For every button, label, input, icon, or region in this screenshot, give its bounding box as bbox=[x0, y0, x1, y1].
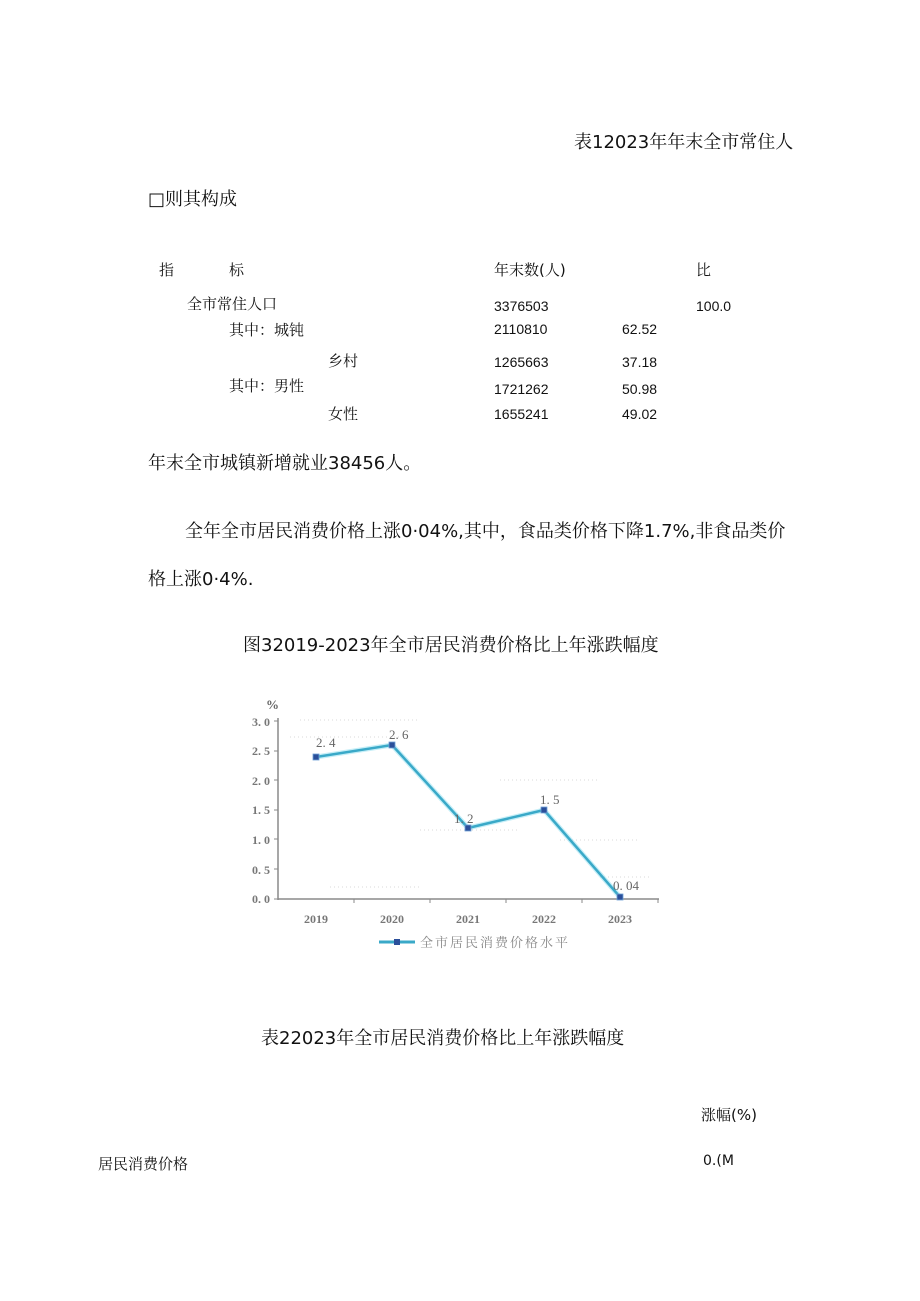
table1-title-line2: □则其构成 bbox=[148, 189, 238, 210]
row-label-total: 全市常住人口 bbox=[187, 295, 278, 313]
data-labels bbox=[316, 727, 640, 893]
row-value-total: 3376503 bbox=[494, 298, 549, 314]
x-tick-2023: 2023 bbox=[608, 912, 632, 926]
cpi-paragraph-line1: 全年全市居民消费价格上涨0·04%,其中，食品类价格下降1.7%,非食品类价 bbox=[185, 521, 786, 542]
legend-label: 全市居民消费价格水平 bbox=[420, 935, 571, 950]
row-ratio-female: 49.02 bbox=[622, 406, 658, 422]
data-label-2020: 2. 6 bbox=[389, 727, 409, 742]
data-label-2023: 0. 04 bbox=[613, 878, 639, 893]
legend-marker-swatch bbox=[394, 939, 400, 945]
x-tick-labels bbox=[304, 912, 632, 926]
row-label-rural: 乡村 bbox=[328, 352, 359, 370]
x-tick-2021: 2021 bbox=[456, 912, 480, 926]
header-year-end-count: 年末数(人) bbox=[494, 261, 566, 279]
marker-2019 bbox=[313, 754, 319, 760]
row-label-male: 其中：男性 bbox=[229, 377, 305, 395]
y-axis-unit: % bbox=[266, 697, 279, 712]
chart-background-dots bbox=[290, 720, 650, 887]
x-tick-2020: 2020 bbox=[380, 912, 404, 926]
row-ratio-rural: 37.18 bbox=[622, 354, 658, 370]
row-ratio-male: 50.98 bbox=[622, 381, 658, 397]
row-value-urban: 2110810 bbox=[494, 321, 548, 337]
data-label-2019: 2. 4 bbox=[316, 735, 336, 750]
row-value-male: 1721262 bbox=[494, 381, 549, 397]
marker-2022 bbox=[541, 807, 547, 813]
row-label-female: 女性 bbox=[328, 405, 359, 423]
y-tick-3: 3. 0 bbox=[252, 715, 270, 729]
y-tick-0: 0. 0 bbox=[252, 892, 270, 906]
table2-header-change: 涨幅(%) bbox=[701, 1106, 757, 1124]
row-label-urban: 其中：城钝 bbox=[229, 321, 305, 339]
row-value-rural: 1265663 bbox=[494, 354, 549, 370]
y-tick-0-5: 0. 5 bbox=[252, 863, 270, 877]
table2-row-value-cpi: 0.(M bbox=[703, 1153, 734, 1169]
table1-title-line1: 表12023年年末全市常住人 bbox=[574, 132, 794, 153]
figure3-caption: 图32019-2023年全市居民消费价格比上年涨跌幅度 bbox=[243, 635, 659, 656]
marker-2023 bbox=[617, 894, 623, 900]
marker-2020 bbox=[389, 742, 395, 748]
x-tick-2019: 2019 bbox=[304, 912, 328, 926]
y-tick-labels bbox=[252, 715, 270, 906]
header-indicator-2: 标 bbox=[229, 261, 245, 279]
header-indicator-1: 指 bbox=[159, 261, 175, 279]
y-tick-1: 1. 0 bbox=[252, 833, 270, 847]
employment-paragraph: 年末全市城镇新增就业38456人。 bbox=[148, 453, 422, 474]
x-tick-2022: 2022 bbox=[532, 912, 556, 926]
row-value-female: 1655241 bbox=[494, 406, 549, 422]
table2-row-label-cpi: 居民消费价格 bbox=[98, 1155, 189, 1173]
row-ratio-total: 100.0 bbox=[696, 298, 732, 314]
y-tick-1-5: 1. 5 bbox=[252, 803, 270, 817]
table2-title: 表22023年全市居民消费价格比上年涨跌幅度 bbox=[261, 1028, 625, 1049]
row-ratio-urban: 62.52 bbox=[622, 321, 658, 337]
cpi-paragraph-line2: 格上涨0·4%. bbox=[148, 569, 254, 590]
data-label-2021: 1. 2 bbox=[454, 811, 474, 826]
y-tick-2-5: 2. 5 bbox=[252, 744, 270, 758]
data-label-2022: 1. 5 bbox=[540, 792, 560, 807]
header-ratio: 比 bbox=[696, 261, 712, 279]
chart-legend bbox=[379, 935, 570, 950]
y-tick-2: 2. 0 bbox=[252, 774, 270, 788]
